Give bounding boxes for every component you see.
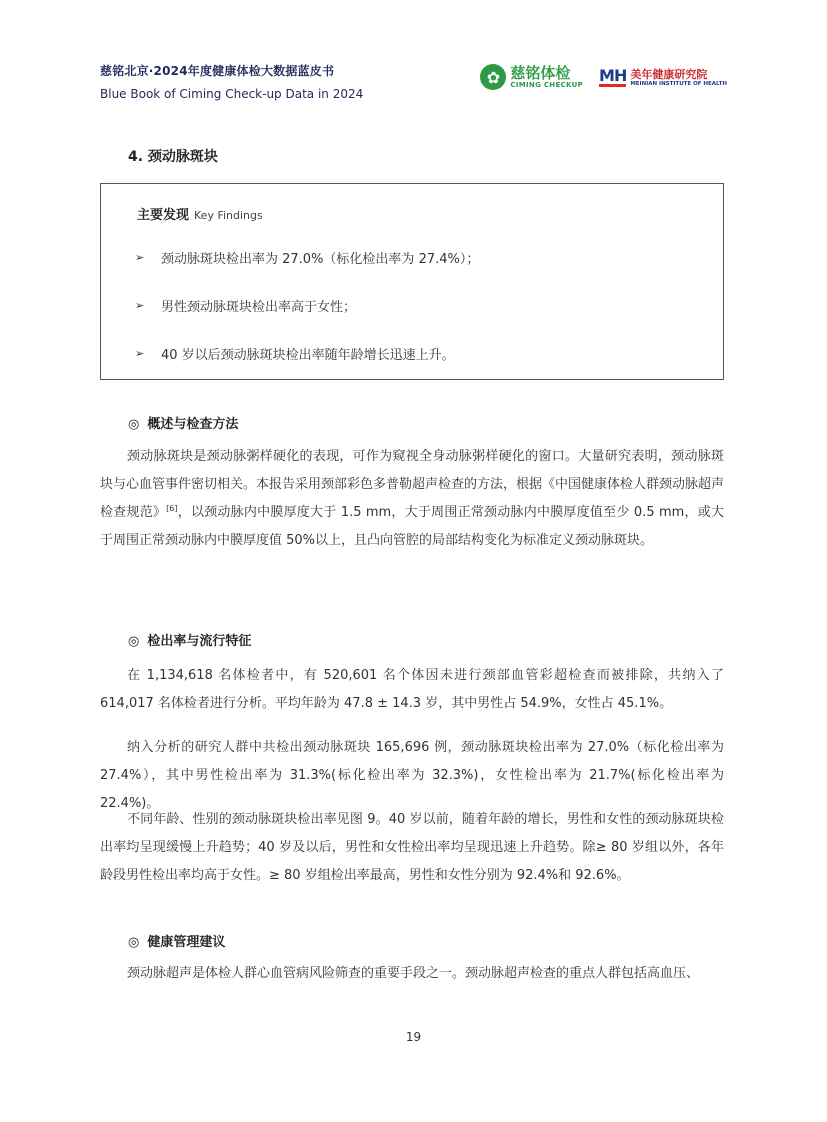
- ciming-logo: [480, 64, 583, 90]
- header-title-en: Blue Book of Ciming Check-up Data in 2024: [100, 87, 364, 101]
- target-bullet-icon: ◎: [128, 935, 140, 950]
- finding-item: [135, 248, 479, 267]
- meinian-mark: MH: [599, 65, 627, 85]
- target-bullet-icon: ◎: [128, 417, 140, 432]
- paragraph-text: 纳入分析的研究人群中共检出颈动脉斑块 165,696 例，颈动脉斑块检出率为 27.0%（标化检出率为 27.4%），其中男性检出率为 31.3%(标化检出率为 32.3%)，女性检出率为 21.7%(标化检出率为 22.4%)。: [100, 740, 724, 811]
- paragraph-prevalence-3: [100, 806, 724, 890]
- finding-text: 40 岁以后颈动脉斑块检出率随年龄增长迅速上升。: [161, 348, 455, 363]
- paragraph-recommendations: [100, 960, 724, 988]
- arrow-bullet-icon: ➢: [135, 347, 145, 360]
- arrow-bullet-icon: ➢: [135, 251, 145, 264]
- key-findings-heading: [137, 204, 263, 223]
- meinian-logo-en: MEINIAN INSTITUTE OF HEALTH: [630, 80, 727, 87]
- paragraph-text: 颈动脉超声是体检人群心血管病风险筛查的重要手段之一。颈动脉超声检查的重点人群包括高血压、: [127, 966, 700, 981]
- paragraph-text: 在 1,134,618 名体检者中，有 520,601 名个体因未进行颈部血管彩超检查而被排除，共纳入了 614,017 名体检者进行分析。平均年龄为 47.8 ± 14.3 岁，其中男性占 54.9%，女性占 45.1%。: [100, 668, 724, 711]
- key-findings-label-cn: 主要发现: [137, 208, 190, 223]
- arrow-bullet-icon: ➢: [135, 299, 145, 312]
- finding-item: [135, 296, 356, 315]
- ciming-logo-en: CIMING CHECKUP: [510, 81, 584, 89]
- key-findings-box: [100, 183, 724, 380]
- paragraph-overview: [100, 443, 724, 555]
- meinian-logo-cn: 美年健康研究院: [630, 67, 708, 81]
- target-bullet-icon: ◎: [128, 634, 140, 649]
- paragraph-text: 不同年龄、性别的颈动脉斑块检出率见图 9。40 岁以前，随着年龄的增长，男性和女性的颈动脉斑块检出率均呈现缓慢上升趋势；40 岁及以后，男性和女性检出率均呈现迅速上升趋势。除≥ 80 岁组以外，各年龄段男性检出率均高于女性。≥ 80 岁组检出率最高，男性和女性分别为 92.4%和 92.6%。: [100, 812, 724, 883]
- ciming-leaf-icon: ✿: [480, 64, 506, 90]
- paragraph-text: 颈动脉斑块是颈动脉粥样硬化的表现，可作为窥视全身动脉粥样硬化的窗口。大量研究表明，颈动脉斑块与心血管事件密切相关。本报告采用颈部彩色多普勒超声检查的方法，根据《中国健康体检人群颈动脉超声检查规范》: [100, 449, 725, 520]
- page-number: 19: [405, 1030, 422, 1044]
- finding-item: [135, 344, 455, 363]
- header-logos: [480, 64, 727, 90]
- subsection-title-text: 概述与检查方法: [147, 417, 239, 432]
- subsection-title-text: 检出率与流行特征: [147, 634, 252, 649]
- citation-ref: [6]: [166, 504, 178, 513]
- paragraph-prevalence-1: [100, 662, 724, 718]
- key-findings-label-en: Key Findings: [194, 209, 263, 222]
- paragraph-text: ，以颈动脉内中膜厚度大于 1.5 mm，大于周围正常颈动脉内中膜厚度值至少 0.5 mm，或大于周围正常颈动脉内中膜厚度值 50%以上，且凸向管腔的局部结构变化为标准定义颈动脉斑块。: [100, 505, 724, 548]
- finding-text: 男性颈动脉斑块检出率高于女性；: [161, 300, 357, 315]
- ciming-logo-cn: 慈铭体检: [510, 64, 571, 82]
- header-title-cn: 慈铭北京·2024年度健康体检大数据蓝皮书: [100, 64, 335, 78]
- meinian-logo: [599, 65, 727, 87]
- finding-text: 颈动脉斑块检出率为 27.0%（标化检出率为 27.4%）；: [161, 252, 480, 267]
- section-title: 4. 颈动脉斑块: [128, 149, 218, 165]
- subsection-title-recommendations: [128, 931, 225, 950]
- subsection-title-prevalence: [128, 630, 251, 649]
- subsection-title-overview: [128, 413, 238, 432]
- subsection-title-text: 健康管理建议: [147, 935, 226, 950]
- running-header: [100, 62, 363, 101]
